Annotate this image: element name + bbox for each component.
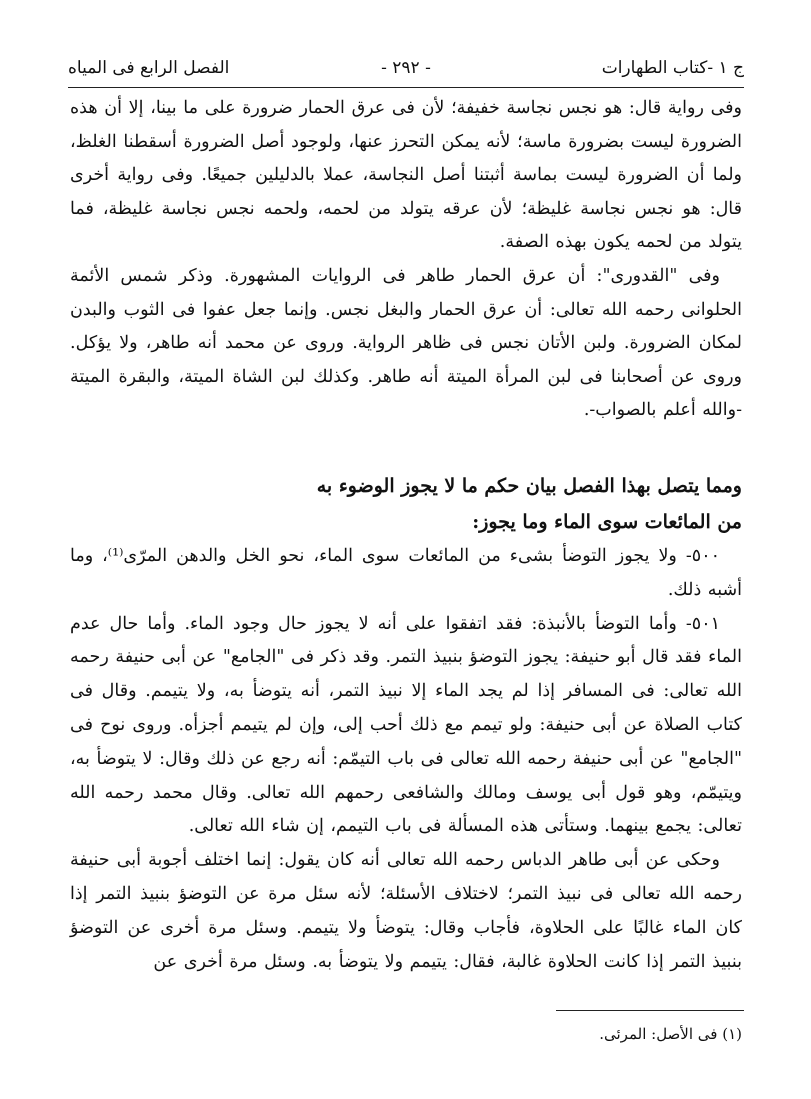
paragraph: وفى رواية قال: هو نجس نجاسة خفيفة؛ لأن فى عرق الحمار ضرورة على ما بينا، إلا أن هذه الضرورة ليست بضرورة ماسة؛ لأنه يمكن التحرز عنها، ولوجود أصل الضرورة أسقطنا الغلظ، ولما أن الضرورة ليست بماسة أثبتنا أصل النجاسة، عملا بالدليلين جميعًا. وفى رواية أخرى قال: هو نجس نجاسة غليظة؛ لأن عرقه يتولد من لحمه، ولحمه نجس نجاسة غليظة، فما يتولد من لحمه يكون بهذه الصفة. [70, 98, 742, 253]
header-divider [68, 87, 744, 88]
footnote-divider [556, 1010, 744, 1011]
page-number: - ٢٩٢ - [381, 58, 431, 78]
running-header [68, 56, 744, 86]
paragraph: وفى "القدورى": أن عرق الحمار طاهر فى الروايات المشهورة. وذكر شمس الأئمة الحلوانى رحمه الله تعالى: أن عرق الحمار والبغل نجس. وإنما جعل عفوا فى الثوب والبدن لمكان الضرورة. ولبن الأتان نجس فى ظاهر الرواية. وروى عن محمد أنه طاهر، ولا يؤكل. وروى عن أصحابنا فى لبن المرأة الميتة أنه طاهر. وكذلك لبن الشاة الميتة، والبقرة الميتة -والله أعلم بالصواب-. [70, 265, 742, 421]
paragraph: ٥٠٠- ولا يجوز التوضأ بشىء من المائعات سوى الماء، نحو الخل والدهن المرّى⁽¹⁾، وما أشبه ذلك. [70, 546, 742, 600]
header-book-title: ج ١ -كتاب الطهارات [601, 58, 744, 78]
section-heading-line: ومما يتصل بهذا الفصل بيان حكم ما لا يجوز الوضوء به [316, 475, 742, 497]
paragraph: وحكى عن أبى طاهر الدباس رحمه الله تعالى أنه كان يقول: إنما اختلف أجوبة أبى حنيفة رحمه الله تعالى فى نبيذ التمر؛ لاختلاف الأسئلة؛ لأنه سئل مرة عن التوضؤ بنبيذ التمر إذا كان الماء غالبًا على الحلاوة، فأجاب وقال: يتوضأ ولا يتيمم. وسئل مرة أخرى عن التوضؤ بنبيذ التمر إذا كانت الحلاوة غالبة، فقال: يتيمم ولا يتوضأ به. وسئل مرة أخرى عن [70, 850, 742, 972]
paragraph: ٥٠١- وأما التوضأ بالأنبذة: فقد اتفقوا على أنه لا يجوز حال وجود الماء. وأما حال عدم الماء فقد قال أبو حنيفة: يجوز التوضؤ بنبيذ التمر. وقد ذكر فى "الجامع" عن أبى حنيفة رحمه الله تعالى: فى المسافر إذا لم يجد الماء إلا نبيذ التمر، أنه يتوضأ به، ولا يتيمم. وقال فى كتاب الصلاة عن أبى حنيفة: ولو تيمم مع ذلك أحب إلى، وإن لم يتيمم أجزأه. وروى نوح فى "الجامع" عن أبى حنيفة رحمه الله تعالى فى باب التيمّم: أنه رجع عن ذلك وقال: لا يتوضأ به، ويتيمّم، وهو قول أبى يوسف ومالك والشافعى رحمهم الله تعالى. وقال محمد رحمه الله تعالى: يجمع بينهما. وستأتى هذه المسألة فى باب التيمم، إن شاء الله تعالى. [70, 613, 742, 837]
body-text-bottom [70, 540, 742, 979]
section-heading [70, 468, 742, 540]
section-heading-line: من المائعات سوى الماء وما يجوز: [472, 511, 742, 533]
body-text-top [70, 92, 742, 428]
footnote: (١) فى الأصل: المرئى. [599, 1025, 742, 1043]
header-chapter-title: الفصل الرابع فى المياه [68, 58, 230, 78]
